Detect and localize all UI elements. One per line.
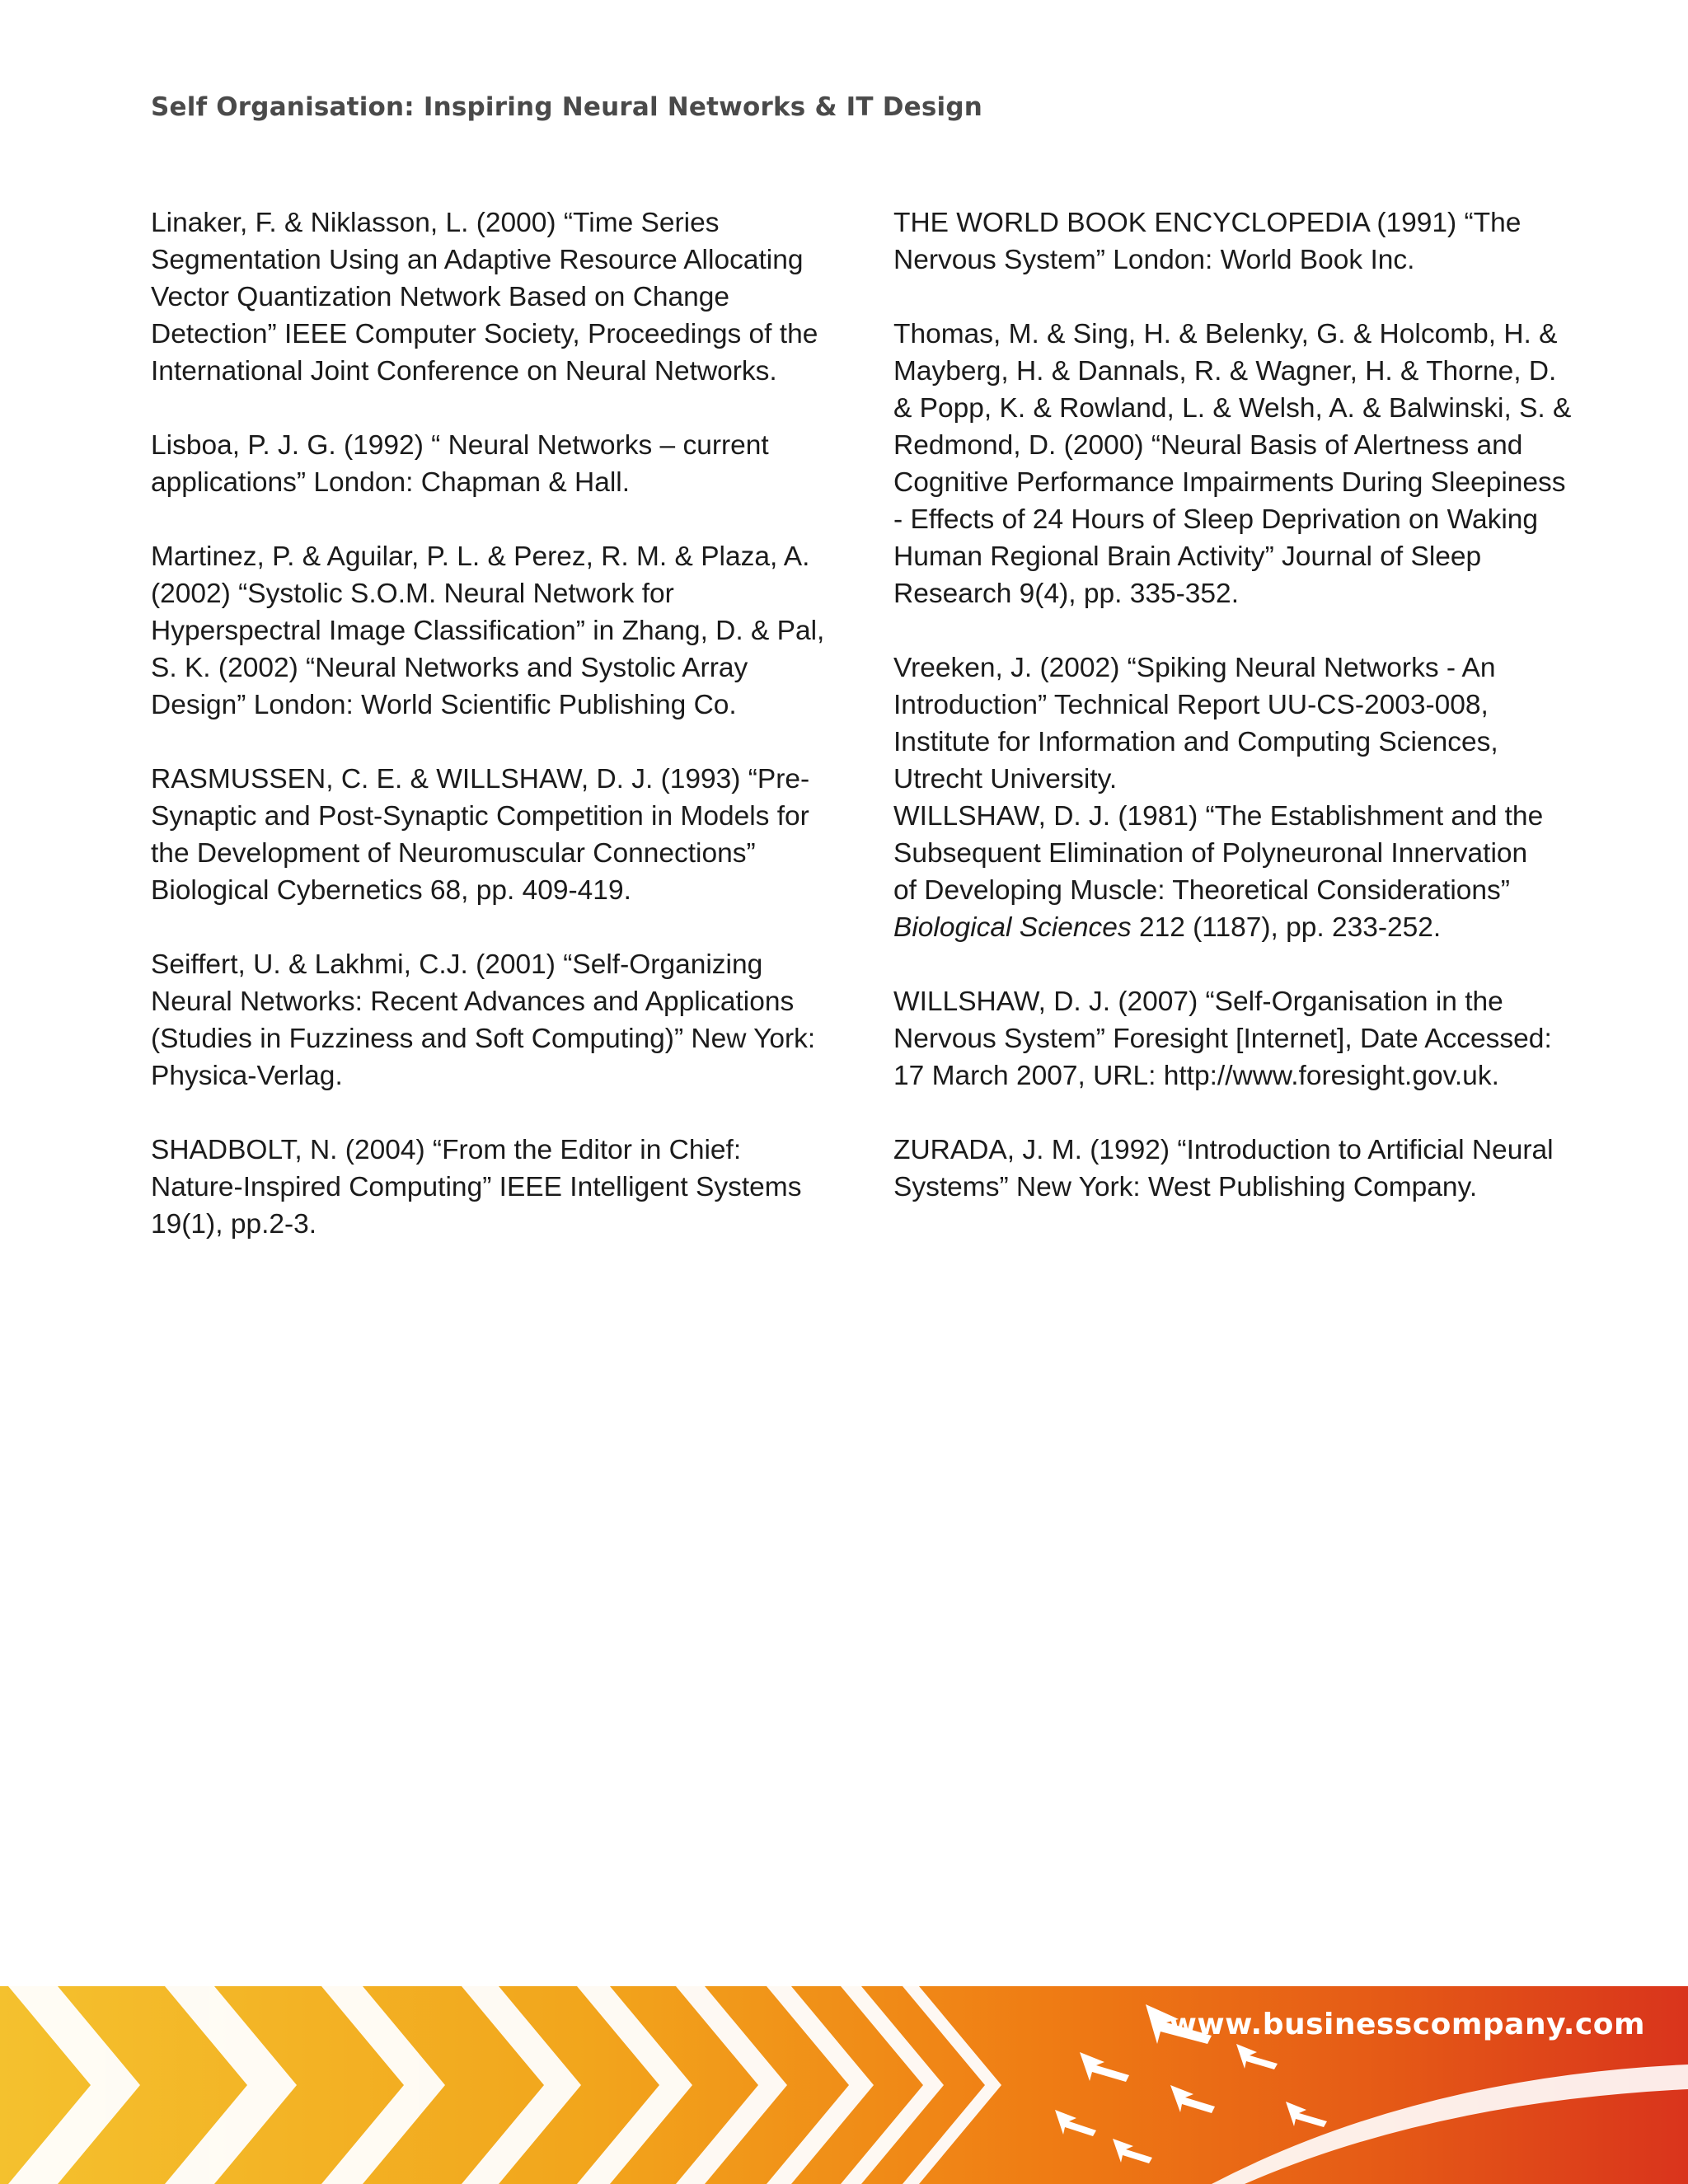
reference-rasmussen-1993: RASMUSSEN, C. E. & WILLSHAW, D. J. (1993) “Pre- Synaptic and Post-Synaptic Competition in Models for the Development of Neuromuscular Connections” Biological Cybernetics 68, pp. 409-419. — [151, 764, 810, 906]
running-header-title: Self Organisation: Inspiring Neural Networks & IT Design — [151, 92, 983, 122]
reference-linaker-2000: Linaker, F. & Niklasson, L. (2000) “Time Series Segmentation Using an Adaptive Resource Allocating Vector Quantization Network Based on Change Detection” IEEE Computer Society, Proceedings of the International Joint Conference on Neural Networks. — [151, 208, 818, 387]
reference-willshaw-1981-main: WILLSHAW, D. J. (1981) “The Establishment and the Subsequent Elimination of Polyneuronal Innervation of Developing Muscle: Theoretical Considerations” — [893, 801, 1544, 906]
reference-willshaw-1981-tail: 212 (1187), pp. 233-252. — [1131, 912, 1442, 943]
reference-lisboa-1992: Lisboa, P. J. G. (1992) “ Neural Networks – current applications” London: Chapman & Hall. — [151, 430, 769, 498]
reference-shadbolt-2004: SHADBOLT, N. (2004) “From the Editor in Chief: Nature-Inspired Computing” IEEE Intelligent Systems 19(1), pp.2-3. — [151, 1135, 802, 1240]
reference-martinez-2002: Martinez, P. & Aguilar, P. L. & Perez, R. M. & Plaza, A. (2002) “Systolic S.O.M. Neural Network for Hyperspectral Image Classification” in Zhang, D. & Pal, S. K. (2002) “Neural Networks and Systolic Array Design” London: World Scientific Publishing Co. — [151, 541, 825, 720]
reference-vreeken-2002: Vreeken, J. (2002) “Spiking Neural Networks - An Introduction” Technical Report UU-CS-2003-008, Institute for Information and Computing Sciences, Utrecht University. — [893, 653, 1498, 794]
reference-world-book-1991: THE WORLD BOOK ENCYCLOPEDIA (1991) “The Nervous System” London: World Book Inc. — [893, 208, 1522, 275]
reference-seiffert-2001: Seiffert, U. & Lakhmi, C.J. (2001) “Self-Organizing Neural Networks: Recent Advances and Applications (Studies in Fuzziness and Soft Computing)” New York: Physica-Verlag. — [151, 949, 816, 1091]
reference-thomas-2000: Thomas, M. & Sing, H. & Belenky, G. & Holcomb, H. & Mayberg, H. & Dannals, R. & Wagner, H. & Thorne, D. & Popp, K. & Rowland, L. & Welsh, A. & Balwinski, S. & Redmond, D. (2000) “Neural Basis of Alertness and Cognitive Performance Impairments During Sleepiness - Effects of 24 Hours of Sleep Deprivation on Waking Human Regional Brain Activity” Journal of Sleep Research 9(4), pp. 335-352. — [893, 319, 1572, 609]
reference-zurada-1992: ZURADA, J. M. (1992) “Introduction to Artificial Neural Systems” New York: West Publishing Company. — [893, 1135, 1554, 1202]
reference-willshaw-1981-journal: Biological Sciences — [893, 912, 1132, 943]
footer-website-url[interactable]: www.businesscompany.com — [1169, 2008, 1645, 2041]
reference-willshaw-1981 — [893, 798, 1578, 946]
references-left-column — [151, 204, 835, 1280]
reference-willshaw-2007: WILLSHAW, D. J. (2007) “Self-Organisation in the Nervous System” Foresight [Internet], Date Accessed: 17 March 2007, URL: http://www.foresight.gov.uk. — [893, 987, 1552, 1091]
references-right-column — [893, 204, 1578, 1243]
